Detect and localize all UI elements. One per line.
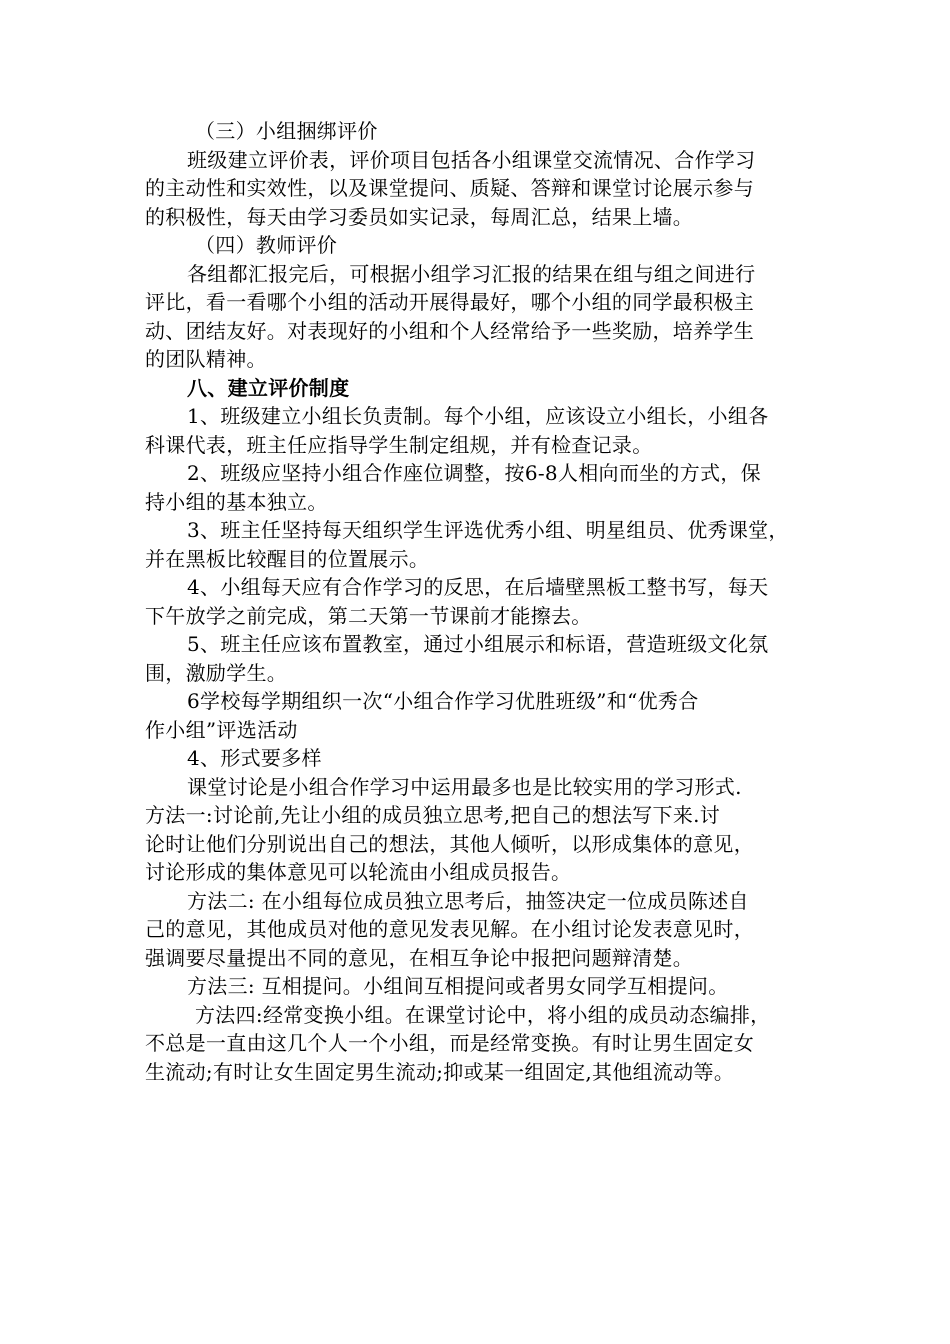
document-body [145, 117, 815, 1086]
paragraph-line: 的积极性，每天由学习委员如实记录，每周汇总，结果上墙。 [145, 204, 694, 229]
paragraph-line: 1、班级建立小组长负责制。每个小组，应该设立小组长，小组各 [187, 404, 769, 428]
paragraph-line: 不总是一直由这几个人一个小组，而是经常变换。有时让男生固定女 [145, 1031, 754, 1055]
paragraph-line: 动、团结友好。对表现好的小组和个人经常给予一些奖励，培养学生 [145, 318, 754, 343]
paragraph-line: 强调要尽量提出不同的意见，在相互争论中报把问题辩清楚。 [145, 945, 694, 970]
paragraph-line: 各组都汇报完后，可根据小组学习汇报的结果在组与组之间进行 [187, 261, 756, 286]
paragraph-line: 评比，看一看哪个小组的活动开展得最好，哪个小组的同学最积极主 [145, 290, 754, 314]
paragraph-line: 己的意见，其他成员对他的意见发表见解。在小组讨论发表意见时， [145, 917, 754, 941]
paragraph-line: 下午放学之前完成，第二天第一节课前才能擦去。 [145, 603, 592, 628]
paragraph-line: 论时让他们分别说出自己的想法，其他人倾听，以形成集体的意见， [145, 831, 754, 856]
paragraph-line: 6学校每学期组织一次“小组合作学习优胜班级”和“优秀合 [187, 689, 699, 713]
paragraph-line: 班级建立评价表，评价项目包括各小组课堂交流情况、合作学习 [187, 147, 756, 172]
paragraph-line: 方法四:经常变换小组。在课堂讨论中，将小组的成员动态编排， [195, 1002, 771, 1027]
paragraph-line: 方法三: 互相提问。小组间互相提问或者男女同学互相提问。 [187, 974, 729, 998]
paragraph-line: 作小组”评选活动 [145, 717, 298, 742]
paragraph-line: 科课代表，班主任应指导学生制定组规，并有检查记录。 [145, 432, 653, 457]
paragraph-line: 的主动性和实效性，以及课堂提问、质疑、答辩和课堂讨论展示参与 [145, 176, 754, 200]
section-heading: 八、建立评价制度 [187, 375, 350, 400]
paragraph-line: 讨论形成的集体意见可以轮流由小组成员报告。 [145, 860, 572, 884]
paragraph-line: 4、小组每天应有合作学习的反思，在后墙壁黑板工整书写，每天 [187, 575, 769, 599]
paragraph-line: 的团队精神。 [145, 347, 267, 371]
paragraph-line: 生流动;有时让女生固定男生流动;抑或某一组固定,其他组流动等。 [145, 1059, 735, 1084]
paragraph-line: 方法二: 在小组每位成员独立思考后，抽签决定一位成员陈述自 [187, 888, 749, 913]
paragraph-line: （三）小组捆绑评价 [195, 119, 378, 143]
paragraph-line: 3、班主任坚持每天组织学生评选优秀小组、明星组员、优秀课堂， [187, 518, 789, 542]
paragraph-line: 并在黑板比较醒目的位置展示。 [145, 546, 430, 571]
paragraph-line: 2、班级应坚持小组合作座位调整，按6-8人相向而坐的方式，保 [187, 461, 761, 485]
paragraph-line: 5、班主任应该布置教室，通过小组展示和标语，营造班级文化氛 [187, 632, 769, 656]
paragraph-line: 持小组的基本独立。 [145, 489, 328, 514]
paragraph-line: 围，激励学生。 [145, 660, 288, 685]
paragraph-line: 方法一:讨论前,先让小组的成员独立思考,把自己的想法写下来.讨 [145, 803, 721, 827]
paragraph-line: 4、形式要多样 [187, 746, 322, 770]
paragraph-line: （四）教师评价 [195, 233, 338, 257]
paragraph-line: 课堂讨论是小组合作学习中运用最多也是比较实用的学习形式. [187, 774, 742, 799]
